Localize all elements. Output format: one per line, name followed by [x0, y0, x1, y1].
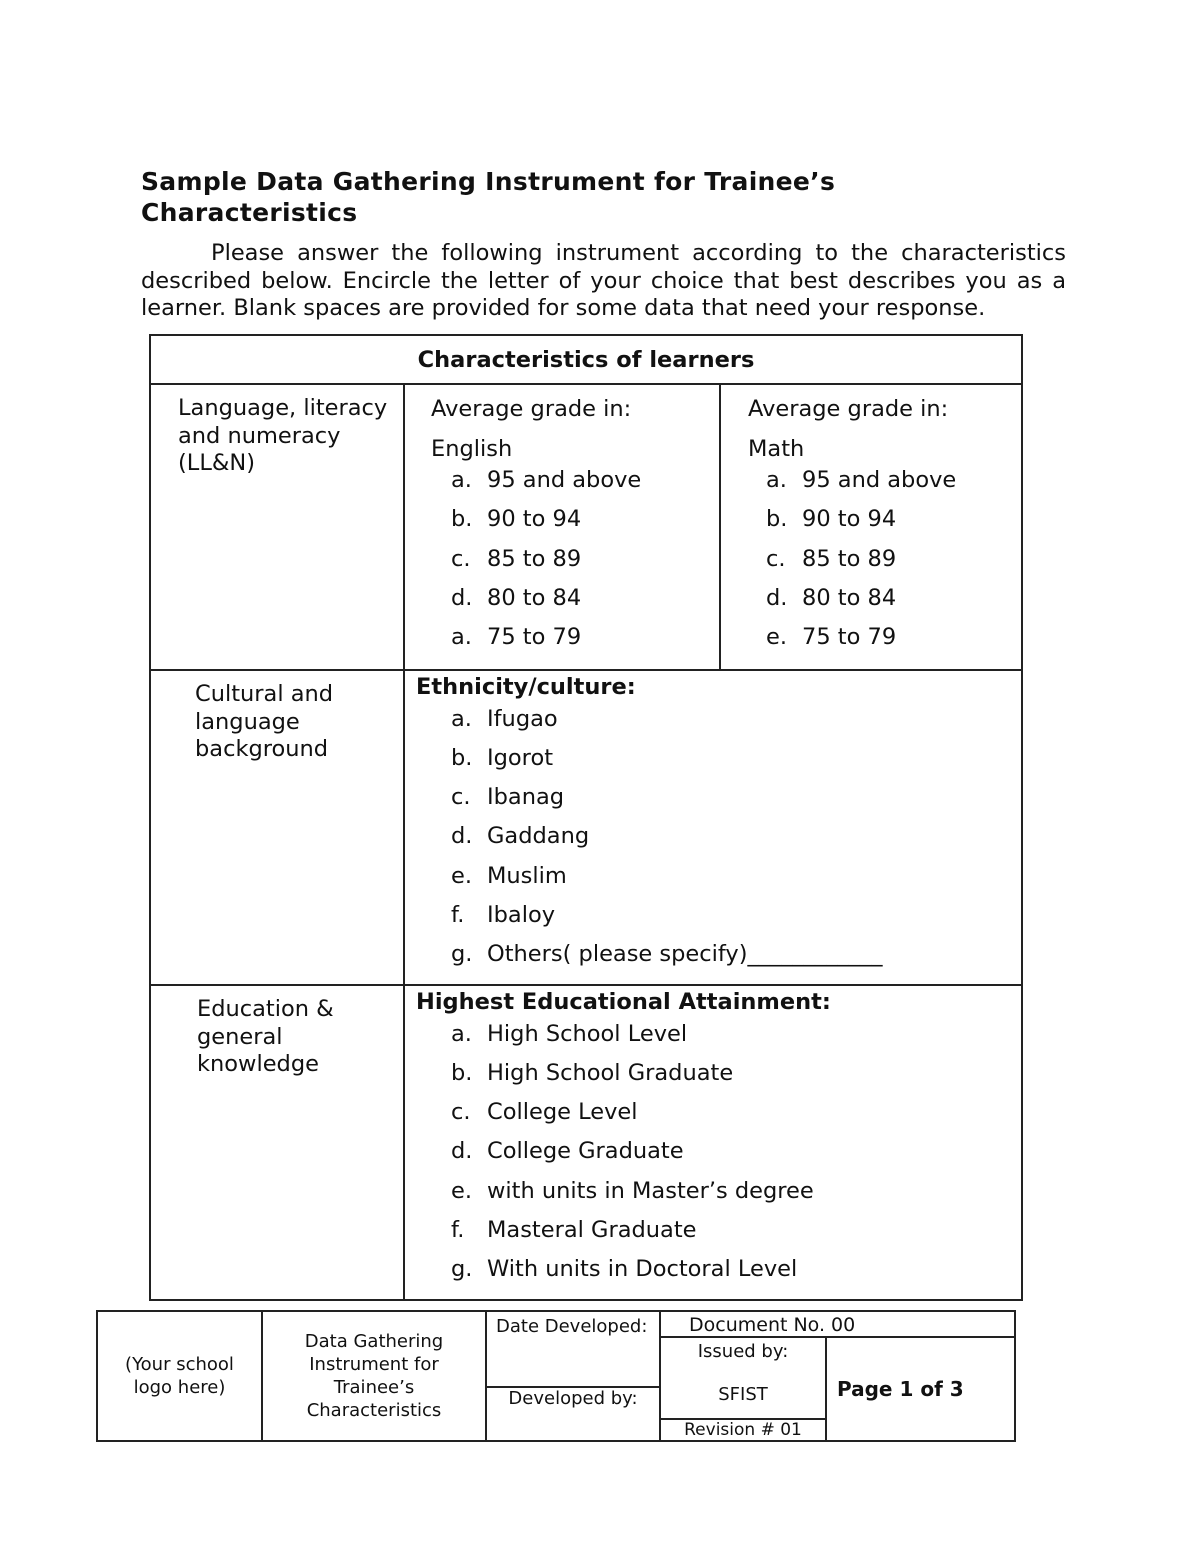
option-item[interactable]: [405, 620, 719, 659]
llandn-label-cell: [150, 384, 404, 670]
option-letter: g.: [451, 941, 473, 968]
education-label-cell: [150, 985, 404, 1300]
option-item[interactable]: [405, 1213, 1021, 1252]
issuer-name: SFIST: [718, 1384, 768, 1405]
option-text: With units in Doctoral Level: [487, 1256, 798, 1283]
page-number: Page 1 of 3: [826, 1337, 1015, 1441]
culture-label-cell: [150, 670, 404, 985]
row-label-llandn: Language, literacy and numeracy (LL&N): [178, 395, 388, 476]
option-item[interactable]: [720, 463, 1021, 502]
option-letter: g.: [451, 1256, 473, 1283]
option-text: Igorot: [487, 744, 554, 771]
instructions-text: Please answer the following instrument according to the characteristics described below. Encircle the letter of your choice that best describes you as a learner. Blank spaces are provided for some data that need your response.: [141, 240, 1066, 321]
option-item[interactable]: [405, 581, 719, 620]
option-letter: d.: [451, 584, 473, 611]
option-item[interactable]: [405, 741, 1021, 780]
option-text: 80 to 84: [487, 584, 582, 611]
option-letter: b.: [451, 1059, 473, 1086]
option-text: Masteral Graduate: [487, 1216, 697, 1243]
education-options: [405, 1017, 1021, 1292]
math-options: [720, 463, 1021, 659]
row-label-culture: Cultural and language background: [195, 681, 334, 762]
culture-options: [405, 702, 1021, 977]
option-text: Ibaloy: [487, 901, 556, 928]
english-subject: English: [431, 435, 513, 462]
issued-by-cell: [660, 1337, 826, 1419]
option-item[interactable]: [405, 1095, 1021, 1134]
option-letter: b.: [766, 506, 788, 533]
option-item[interactable]: [720, 620, 1021, 659]
culture-cell: [404, 670, 1022, 985]
option-item[interactable]: [720, 542, 1021, 581]
characteristics-table: [149, 334, 1023, 1301]
english-cell: [404, 384, 720, 670]
revision-number: Revision # 01: [660, 1419, 826, 1441]
developed-by-label: Developed by:: [486, 1387, 660, 1441]
option-letter: d.: [451, 1138, 473, 1165]
option-item[interactable]: [405, 502, 719, 541]
option-item[interactable]: [405, 463, 719, 502]
option-text: College Level: [487, 1099, 638, 1126]
english-options: [405, 463, 719, 659]
option-text: 85 to 89: [802, 545, 897, 572]
option-text: Ifugao: [487, 705, 558, 732]
option-text: Ibanag: [487, 784, 565, 811]
option-item[interactable]: [405, 859, 1021, 898]
option-item[interactable]: [720, 502, 1021, 541]
option-text: Gaddang: [487, 823, 590, 850]
option-text: 95 and above: [487, 467, 642, 493]
option-item[interactable]: [405, 937, 1021, 976]
date-developed-label: Date Developed:: [486, 1311, 660, 1387]
option-item[interactable]: [405, 1174, 1021, 1213]
option-letter: a.: [451, 624, 472, 651]
option-item[interactable]: [720, 581, 1021, 620]
option-letter: f.: [451, 901, 465, 928]
option-item[interactable]: [405, 1134, 1021, 1173]
document-number: Document No. 00: [660, 1311, 1015, 1337]
education-heading: Highest Educational Attainment:: [416, 989, 831, 1015]
row-label-education: Education & general knowledge: [197, 996, 334, 1077]
option-letter: a.: [451, 1020, 472, 1047]
option-letter: f.: [451, 1216, 465, 1243]
option-letter: c.: [766, 545, 786, 572]
option-item[interactable]: [405, 1056, 1021, 1095]
option-letter: b.: [451, 744, 473, 771]
option-text: 75 to 79: [802, 624, 897, 651]
option-text: Muslim: [487, 862, 567, 889]
option-text: 90 to 94: [487, 506, 582, 533]
math-heading: Average grade in:: [748, 396, 949, 422]
math-subject: Math: [748, 435, 805, 462]
option-text: 90 to 94: [802, 506, 897, 533]
option-item[interactable]: [405, 819, 1021, 858]
culture-heading: Ethnicity/culture:: [416, 674, 636, 700]
footer-doc-title: [262, 1311, 486, 1441]
option-letter: c.: [451, 545, 471, 572]
option-text: College Graduate: [487, 1138, 684, 1165]
option-text: with units in Master’s degree: [487, 1177, 814, 1204]
option-letter: e.: [451, 862, 472, 889]
option-text: 80 to 84: [802, 584, 897, 611]
option-text: Others( please specify)____________: [487, 941, 883, 968]
option-item[interactable]: [405, 542, 719, 581]
option-text: 75 to 79: [487, 624, 582, 651]
option-letter: a.: [766, 467, 787, 493]
issued-by-label: Issued by:: [697, 1341, 789, 1362]
option-text: 85 to 89: [487, 545, 582, 572]
option-letter: d.: [451, 823, 473, 850]
option-item[interactable]: [405, 1017, 1021, 1056]
option-letter: e.: [451, 1177, 472, 1204]
option-letter: a.: [451, 467, 472, 493]
option-item[interactable]: [405, 1252, 1021, 1291]
option-letter: b.: [451, 506, 473, 533]
option-text: 95 and above: [802, 467, 957, 493]
option-item[interactable]: [405, 780, 1021, 819]
option-item[interactable]: [405, 702, 1021, 741]
option-letter: c.: [451, 1099, 471, 1126]
footer-doc-title-text: Data Gathering Instrument for Trainee’s Characteristics: [304, 1331, 444, 1421]
instructions-paragraph: [141, 240, 1066, 323]
document-footer-table: [96, 1310, 1016, 1442]
option-letter: d.: [766, 584, 788, 611]
option-item[interactable]: [405, 898, 1021, 937]
option-text: High School Level: [487, 1020, 688, 1047]
option-letter: e.: [766, 624, 787, 651]
logo-placeholder: [97, 1311, 262, 1441]
logo-placeholder-text: (Your school logo here): [125, 1354, 234, 1398]
option-letter: a.: [451, 705, 472, 732]
option-letter: c.: [451, 784, 471, 811]
table-header: Characteristics of learners: [150, 335, 1022, 384]
option-text: High School Graduate: [487, 1059, 734, 1086]
english-heading: Average grade in:: [431, 396, 632, 422]
math-cell: [720, 384, 1022, 670]
education-cell: [404, 985, 1022, 1300]
page-title: Sample Data Gathering Instrument for Trainee’s Characteristics: [141, 167, 836, 227]
